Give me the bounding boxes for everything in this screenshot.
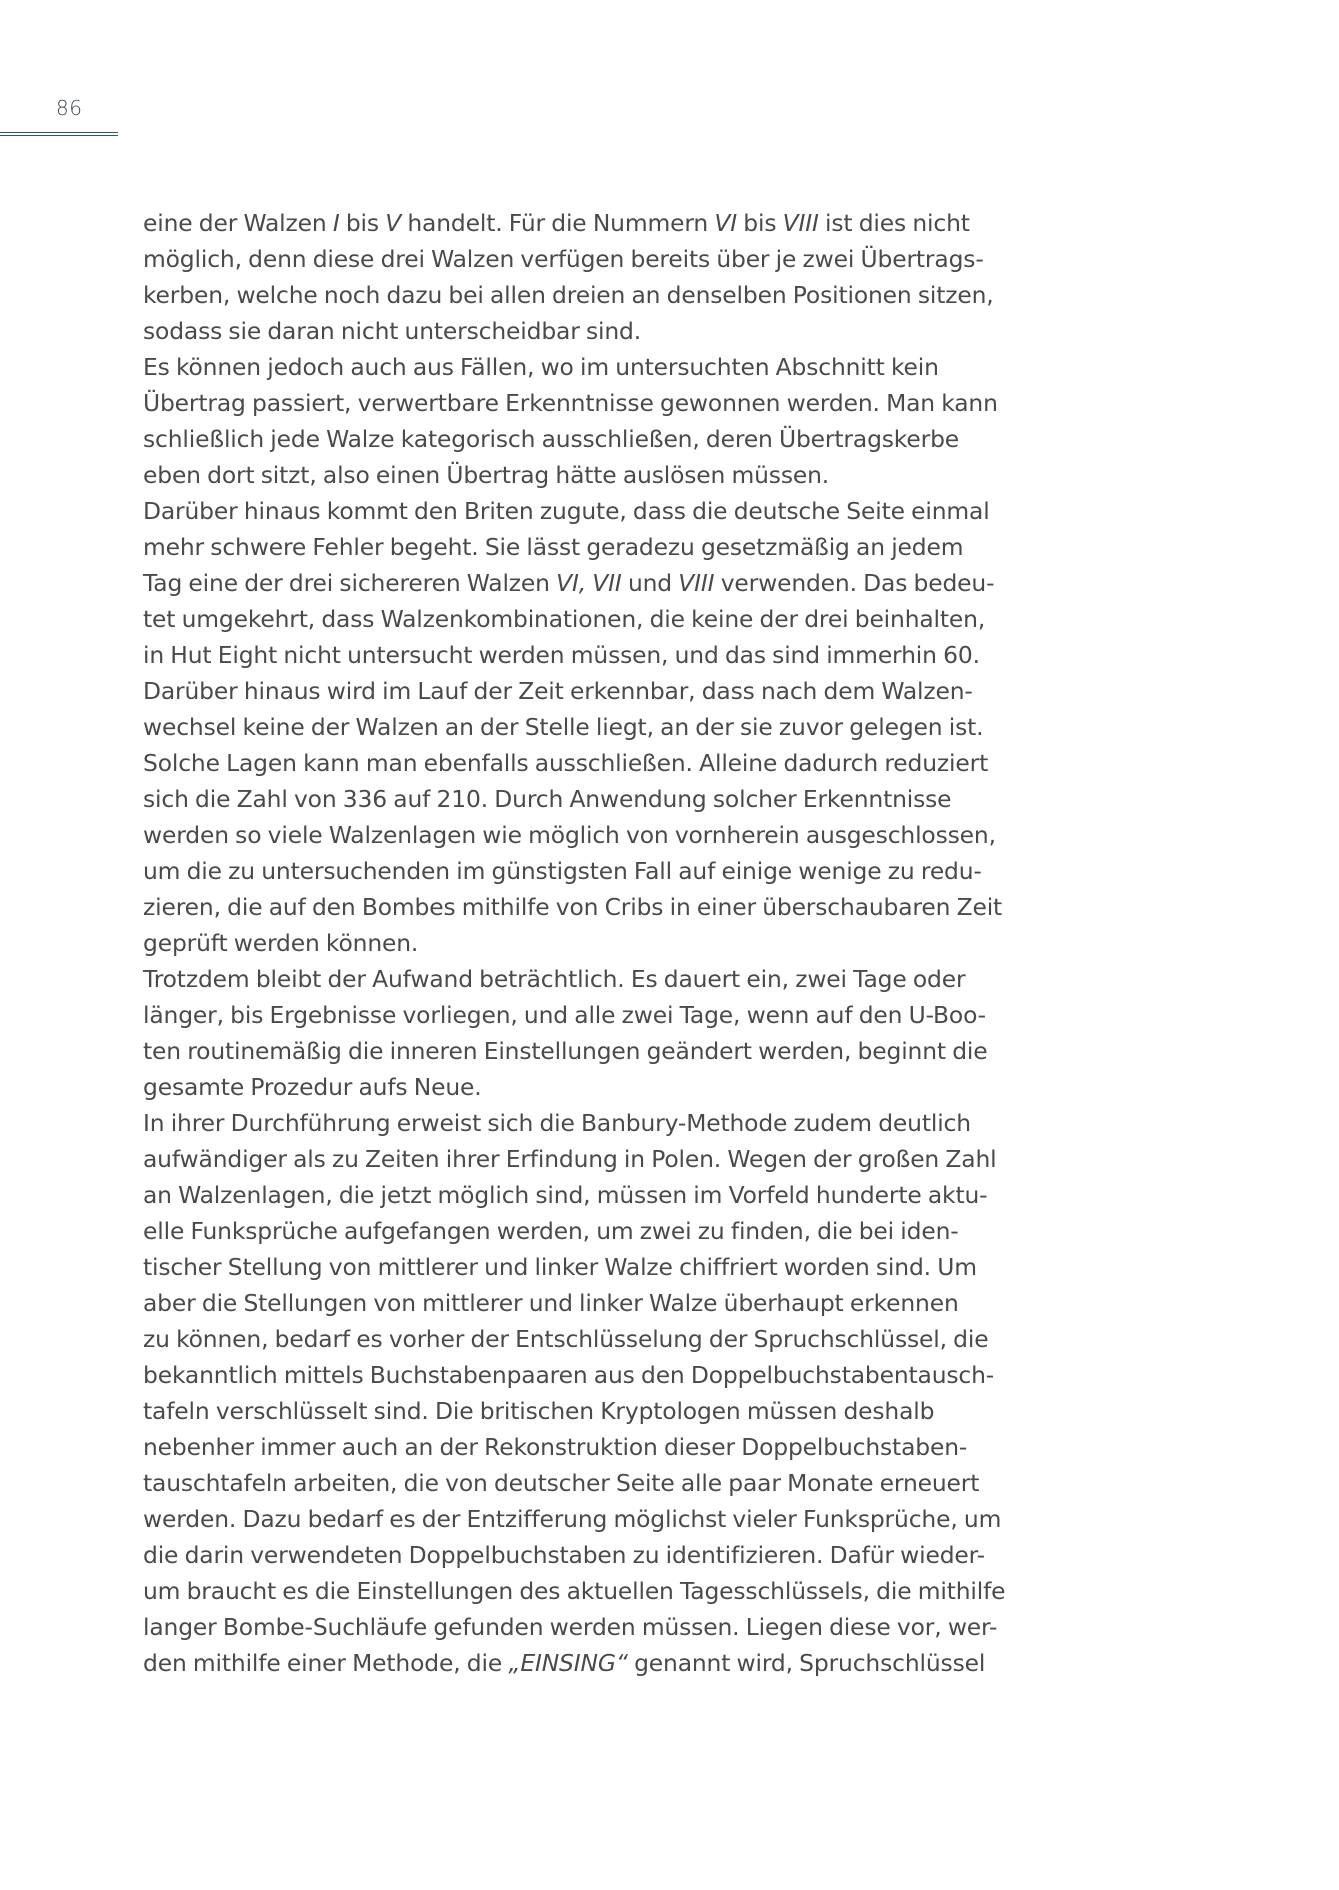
- text-line: [143, 781, 1043, 817]
- text-segment: schließlich jede Walze kategorisch ausschließen, deren Übertragskerbe: [143, 425, 960, 453]
- text-line: [143, 421, 1043, 457]
- text-line: [143, 1105, 1043, 1141]
- italic-term: V: [385, 209, 402, 237]
- text-segment: aufwändiger als zu Zeiten ihrer Erfindung in Polen. Wegen der großen Zahl: [143, 1145, 997, 1173]
- text-segment: werden so viele Walzenlagen wie möglich von vornherein ausgeschlossen,: [143, 821, 996, 849]
- text-segment: länger, bis Ergebnisse vorliegen, und alle zwei Tage, wenn auf den U-Boo-: [143, 1001, 986, 1029]
- text-line: [143, 1537, 1043, 1573]
- text-line: [143, 1645, 1043, 1681]
- text-line: [143, 385, 1043, 421]
- italic-term: „EINSING“: [508, 1649, 628, 1677]
- text-segment: handelt. Für die Nummern: [401, 209, 715, 237]
- text-line: [143, 1465, 1043, 1501]
- text-segment: möglich, denn diese drei Walzen verfügen bereits über je zwei Übertrags-: [143, 245, 984, 273]
- text-segment: eben dort sitzt, also einen Übertrag hätte auslösen müssen.: [143, 461, 830, 489]
- text-line: [143, 925, 1043, 961]
- text-line: [143, 637, 1043, 673]
- text-segment: langer Bombe-Suchläufe gefunden werden müssen. Liegen diese vor, wer-: [143, 1613, 998, 1641]
- text-line: [143, 1501, 1043, 1537]
- text-line: [143, 1357, 1043, 1393]
- text-line: [143, 1213, 1043, 1249]
- text-line: [143, 601, 1043, 637]
- text-line: [143, 1393, 1043, 1429]
- text-segment: bis: [736, 209, 783, 237]
- text-segment: ist dies nicht: [818, 209, 970, 237]
- text-line: [143, 565, 1043, 601]
- text-line: [143, 961, 1043, 997]
- text-line: [143, 1177, 1043, 1213]
- text-segment: an Walzenlagen, die jetzt möglich sind, müssen im Vorfeld hunderte aktu-: [143, 1181, 988, 1209]
- text-segment: zu können, bedarf es vorher der Entschlüsselung der Spruchschlüssel, die: [143, 1325, 989, 1353]
- text-segment: sich die Zahl von 336 auf 210. Durch Anwendung solcher Erkenntnisse: [143, 785, 952, 813]
- text-segment: tet umgekehrt, dass Walzenkombinationen, die keine der drei beinhalten,: [143, 605, 986, 633]
- header-rule-bottom: [0, 135, 118, 136]
- text-segment: werden. Dazu bedarf es der Entzifferung möglichst vieler Funksprüche, um: [143, 1505, 1002, 1533]
- text-line: [143, 1429, 1043, 1465]
- text-segment: tafeln verschlüsselt sind. Die britischen Kryptologen müssen deshalb: [143, 1397, 935, 1425]
- text-line: [143, 997, 1043, 1033]
- text-segment: in Hut Eight nicht untersucht werden müssen, und das sind immerhin 60.: [143, 641, 980, 669]
- text-line: [143, 709, 1043, 745]
- text-segment: kerben, welche noch dazu bei allen dreien an denselben Positionen sitzen,: [143, 281, 994, 309]
- text-segment: wechsel keine der Walzen an der Stelle liegt, an der sie zuvor gelegen ist.: [143, 713, 984, 741]
- text-line: [143, 1285, 1043, 1321]
- text-segment: Es können jedoch auch aus Fällen, wo im untersuchten Abschnitt kein: [143, 353, 939, 381]
- header-rule-top: [0, 132, 118, 133]
- text-line: [143, 313, 1043, 349]
- text-segment: Trotzdem bleibt der Aufwand beträchtlich. Es dauert ein, zwei Tage oder: [143, 965, 966, 993]
- text-segment: bis: [339, 209, 386, 237]
- text-line: [143, 493, 1043, 529]
- text-line: [143, 277, 1043, 313]
- text-line: [143, 205, 1043, 241]
- text-segment: nebenher immer auch an der Rekonstruktion dieser Doppelbuchstaben-: [143, 1433, 968, 1461]
- page-number: 86: [56, 96, 83, 120]
- text-segment: sodass sie daran nicht unterscheidbar sind.: [143, 317, 642, 345]
- text-segment: um braucht es die Einstellungen des aktuellen Tagesschlüssels, die mithilfe: [143, 1577, 1006, 1605]
- text-segment: In ihrer Durchführung erweist sich die Banbury-Methode zudem deutlich: [143, 1109, 971, 1137]
- text-segment: Solche Lagen kann man ebenfalls ausschließen. Alleine dadurch reduziert: [143, 749, 989, 777]
- text-segment: tischer Stellung von mittlerer und linker Walze chiffriert worden sind. Um: [143, 1253, 977, 1281]
- text-line: [143, 1609, 1043, 1645]
- text-segment: geprüft werden können.: [143, 929, 419, 957]
- text-line: [143, 817, 1043, 853]
- text-segment: gesamte Prozedur aufs Neue.: [143, 1073, 482, 1101]
- text-line: [143, 889, 1043, 925]
- italic-term: VI: [714, 209, 737, 237]
- text-line: [143, 745, 1043, 781]
- text-segment: Übertrag passiert, verwertbare Erkenntnisse gewonnen werden. Man kann: [143, 389, 998, 417]
- text-line: [143, 1321, 1043, 1357]
- text-segment: um die zu untersuchenden im günstigsten Fall auf einige wenige zu redu-: [143, 857, 982, 885]
- text-line: [143, 457, 1043, 493]
- text-segment: aber die Stellungen von mittlerer und linker Walze überhaupt erkennen: [143, 1289, 959, 1317]
- italic-term: VIII: [782, 209, 819, 237]
- text-segment: mehr schwere Fehler begeht. Sie lässt geradezu gesetzmäßig an jedem: [143, 533, 964, 561]
- text-segment: tauschtafeln arbeiten, die von deutscher Seite alle paar Monate erneuert: [143, 1469, 980, 1497]
- text-segment: verwenden. Das bedeu-: [714, 569, 995, 597]
- text-line: [143, 673, 1043, 709]
- text-line: [143, 1069, 1043, 1105]
- text-segment: die darin verwendeten Doppelbuchstaben zu identifizieren. Dafür wieder-: [143, 1541, 985, 1569]
- text-line: [143, 853, 1043, 889]
- text-segment: eine der Walzen: [143, 209, 333, 237]
- text-segment: zieren, die auf den Bombes mithilfe von Cribs in einer überschaubaren Zeit: [143, 893, 1003, 921]
- text-line: [143, 1033, 1043, 1069]
- body-text: [143, 205, 1043, 1681]
- text-segment: Darüber hinaus wird im Lauf der Zeit erkennbar, dass nach dem Walzen-: [143, 677, 973, 705]
- text-segment: genannt wird, Spruchschlüssel: [627, 1649, 986, 1677]
- text-line: [143, 1573, 1043, 1609]
- text-line: [143, 1249, 1043, 1285]
- text-segment: ten routinemäßig die inneren Einstellungen geändert werden, beginnt die: [143, 1037, 988, 1065]
- text-segment: den mithilfe einer Methode, die: [143, 1649, 509, 1677]
- text-segment: elle Funksprüche aufgefangen werden, um zwei zu finden, die bei iden-: [143, 1217, 959, 1245]
- italic-term: VI, VII: [556, 569, 622, 597]
- italic-term: VIII: [678, 569, 715, 597]
- text-segment: bekanntlich mittels Buchstabenpaaren aus den Doppelbuchstabentausch-: [143, 1361, 995, 1389]
- text-line: [143, 241, 1043, 277]
- text-line: [143, 1141, 1043, 1177]
- text-segment: Darüber hinaus kommt den Briten zugute, dass die deutsche Seite einmal: [143, 497, 990, 525]
- italic-term: I: [332, 209, 340, 237]
- text-segment: und: [621, 569, 679, 597]
- text-line: [143, 349, 1043, 385]
- text-line: [143, 529, 1043, 565]
- text-segment: Tag eine der drei sichereren Walzen: [143, 569, 557, 597]
